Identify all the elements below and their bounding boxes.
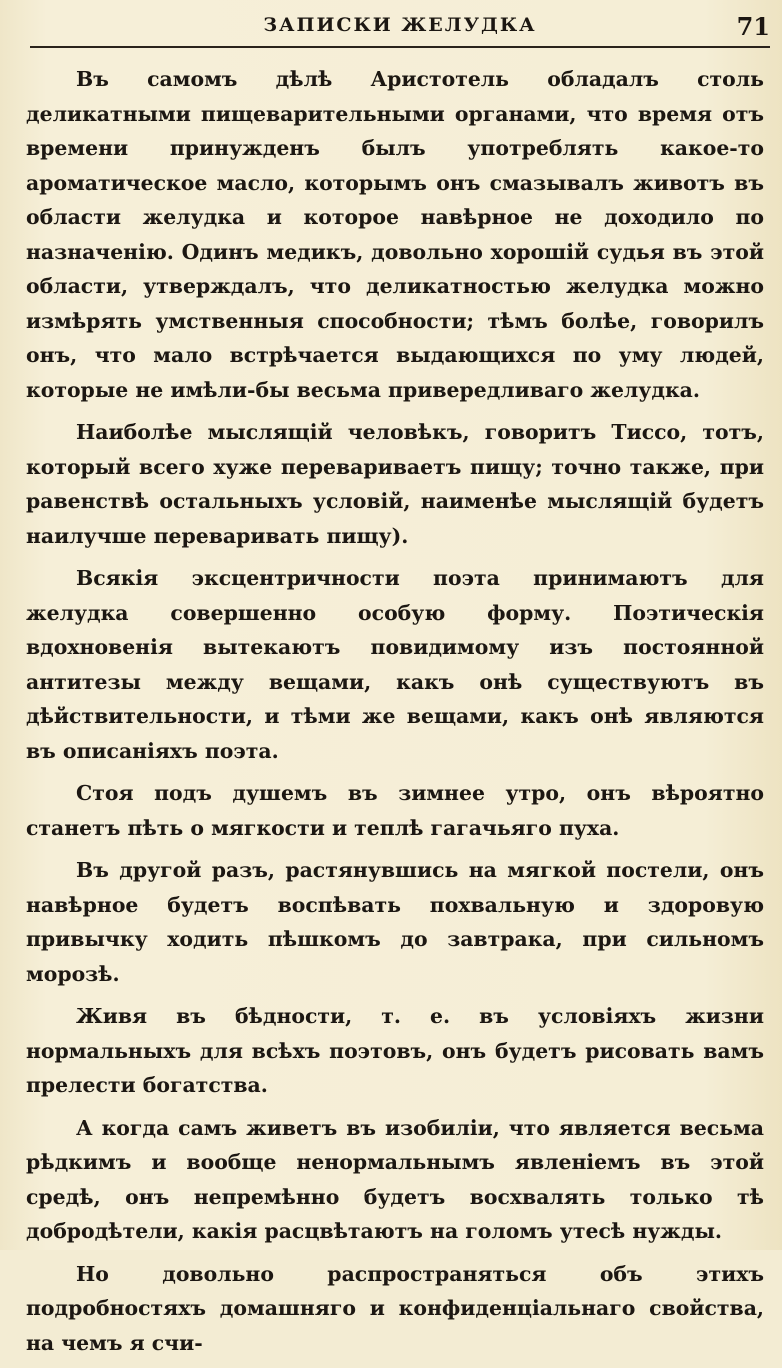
paragraph: Наиболѣе мыслящій человѣкъ, говоритъ Тиссо, тотъ, который всего хуже перевариваетъ пищу; точно также, при равенствѣ остальныхъ условій, наименѣе мыслящій будетъ наилучше переваривать пищу). [26, 420, 764, 548]
paragraph: Въ самомъ дѣлѣ Аристотель обладалъ столь деликатными пищеварительными органами, что время отъ времени принужденъ былъ употреблять какое-то ароматическое масло, которымъ онъ смазывалъ животъ въ области желудка и которое навѣрное не доходило по назначенію. Одинъ медикъ, довольно хорошій судья въ этой области, утверждалъ, что деликатностью желудка можно измѣрять умственныя способности; тѣмъ болѣе, говорилъ онъ, что мало встрѣчается выдающихся по уму людей, которые не имѣли-бы весьма привередливаго желудка. [26, 67, 764, 402]
paragraph: Живя въ бѣдности, т. е. въ условіяхъ жизни нормальныхъ для всѣхъ поэтовъ, онъ будетъ рисовать вамъ прелести богатства. [26, 1004, 764, 1097]
header-rule [30, 46, 770, 48]
body-text [26, 62, 764, 1368]
paragraph: Въ другой разъ, растянувшись на мягкой постели, онъ навѣрное будетъ воспѣвать похвальную и здоровую привычку ходить пѣшкомъ до завтрака, при сильномъ морозѣ. [26, 858, 764, 986]
paragraph: Всякія эксцентричности поэта принимаютъ для желудка совершенно особую форму. Поэтическія вдохновенія вытекаютъ повидимому изъ постоянной антитезы между вещами, какъ онѣ существуютъ въ дѣйствительности, и тѣми же вещами, какъ онѣ являются въ описаніяхъ поэта. [26, 566, 764, 763]
paragraph: Но довольно распространяться объ этихъ подробностяхъ домашняго и конфиденціальнаго свойства, на чемъ я счи- [26, 1261, 764, 1355]
paragraph: А когда самъ живетъ въ изобиліи, что является весьма рѣдкимъ и вообще ненормальнымъ явленіемъ въ этой средѣ, онъ непремѣнно будетъ восхвалять только тѣ добродѣтели, какія расцвѣтаютъ на голомъ утесѣ нужды. [26, 1115, 764, 1243]
paragraph: Стоя подъ душемъ въ зимнее утро, онъ вѣроятно станетъ пѣть о мягкости и теплѣ гагачьяго пуха. [26, 781, 764, 840]
page-header [30, 12, 770, 46]
page-number: 71 [736, 12, 770, 41]
running-title: ЗАПИСКИ ЖЕЛУДКА [263, 14, 537, 36]
